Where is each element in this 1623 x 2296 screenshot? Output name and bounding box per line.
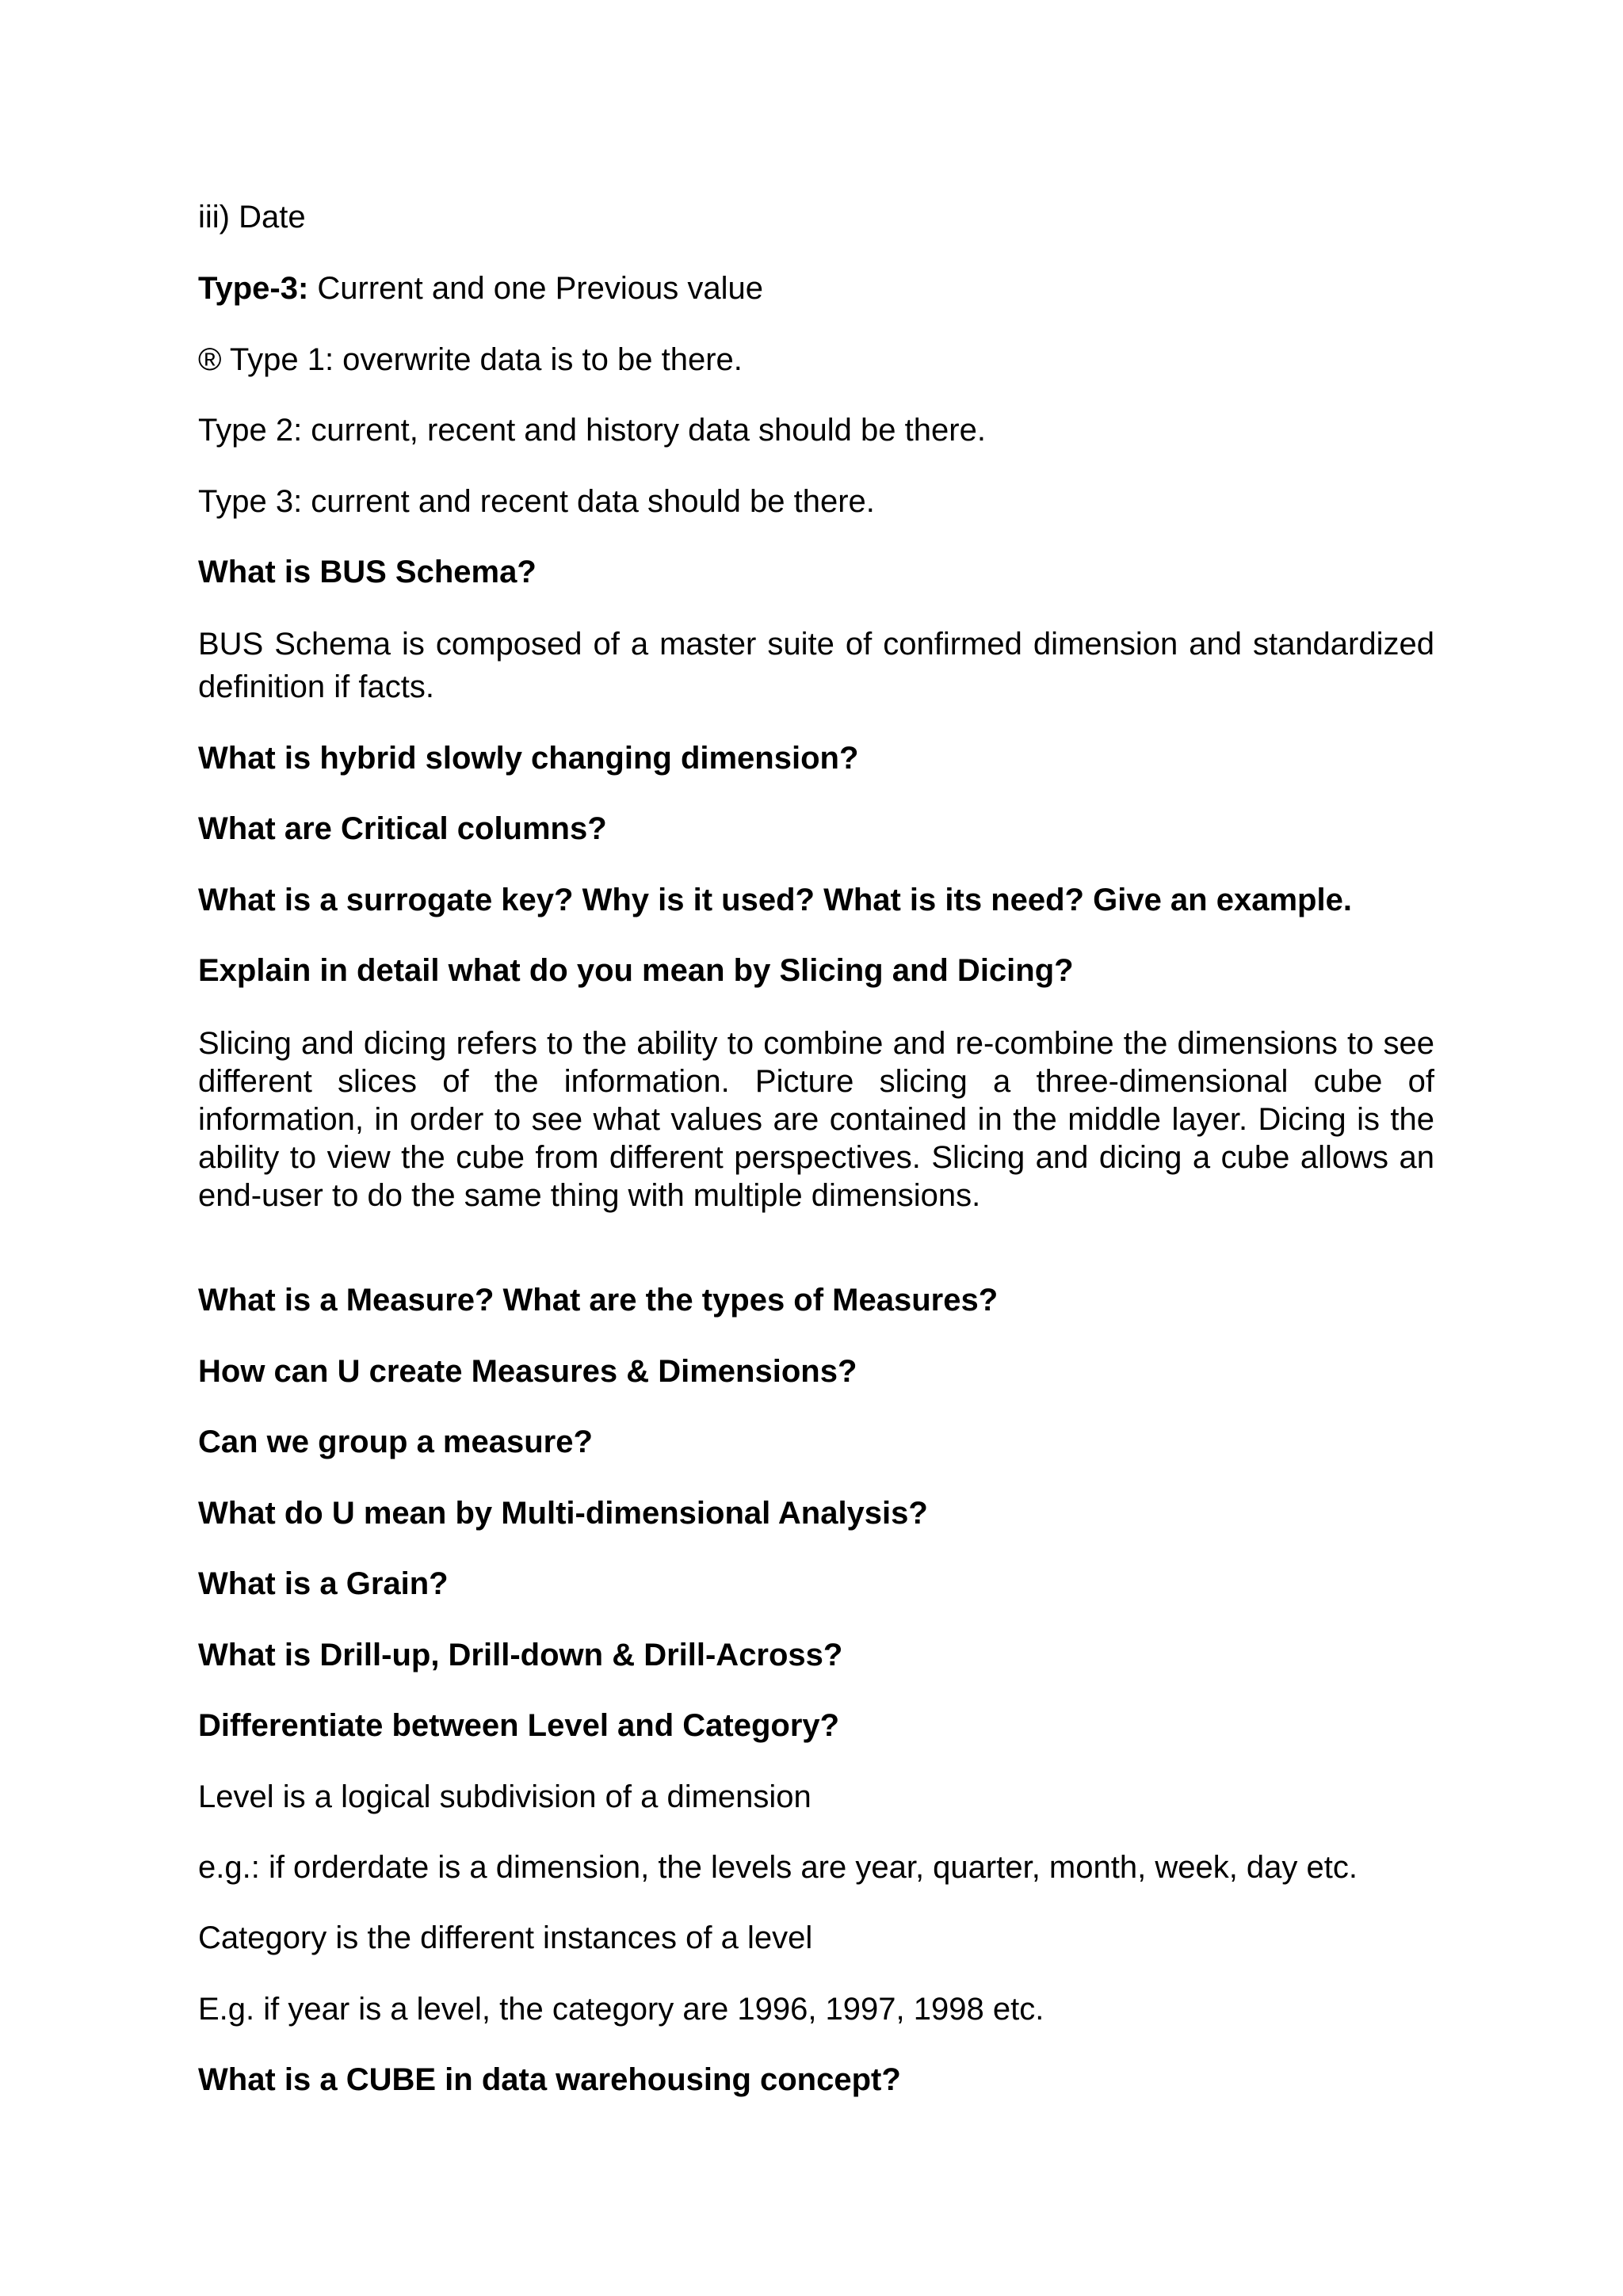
answer-level-definition: Level is a logical subdivision of a dimension xyxy=(198,1779,812,1814)
answer-level-example: e.g.: if orderdate is a dimension, the levels are year, quarter, month, week, day etc. xyxy=(198,1850,1358,1885)
text-type3-definition xyxy=(198,269,1434,308)
answer-category-example: E.g. if year is a level, the category are 1996, 1997, 1998 etc. xyxy=(198,1992,1044,2027)
question-create-measures: How can U create Measures & Dimensions? xyxy=(198,1354,857,1389)
question-level-category: Differentiate between Level and Category? xyxy=(198,1708,840,1743)
question-cube: What is a CUBE in data warehousing concept? xyxy=(198,2062,901,2097)
text-type3-summary: Type 3: current and recent data should be there. xyxy=(198,484,875,519)
answer-bus-schema: BUS Schema is composed of a master suite of confirmed dimension and standardized definition if facts. xyxy=(198,627,1434,704)
type3-label: Type-3: xyxy=(198,271,309,306)
text-type1-summary: ® Type 1: overwrite data is to be there. xyxy=(198,342,743,377)
answer-category-definition: Category is the different instances of a level xyxy=(198,1920,813,1955)
question-bus-schema: What is BUS Schema? xyxy=(198,555,537,589)
question-hybrid-scd: What is hybrid slowly changing dimension? xyxy=(198,741,859,776)
question-critical-columns: What are Critical columns? xyxy=(198,811,607,846)
question-group-measure: Can we group a measure? xyxy=(198,1425,593,1459)
text-date-item: iii) Date xyxy=(198,200,306,235)
question-grain: What is a Grain? xyxy=(198,1566,449,1601)
question-surrogate-key: What is a surrogate key? Why is it used? What is its need? Give an example. xyxy=(198,883,1352,917)
question-measure: What is a Measure? What are the types of Measures? xyxy=(198,1283,999,1318)
text-type2-summary: Type 2: current, recent and history data should be there. xyxy=(198,413,986,448)
question-slicing-dicing: Explain in detail what do you mean by Slicing and Dicing? xyxy=(198,953,1074,988)
answer-slicing-dicing: Slicing and dicing refers to the ability to combine and re-combine the dimensions to see different slices of the information. Picture slicing a three-dimensional cube of information, in order to see what values are contained in the middle layer. Dicing is the ability to view the cube from different perspectives. Slicing and dicing a cube allows an end-user to do the same thing with multiple dimensions. xyxy=(198,1026,1434,1213)
question-multidimensional: What do U mean by Multi-dimensional Analysis? xyxy=(198,1496,928,1531)
question-drill: What is Drill-up, Drill-down & Drill-Across? xyxy=(198,1638,843,1672)
type3-text: Current and one Previous value xyxy=(308,271,763,306)
